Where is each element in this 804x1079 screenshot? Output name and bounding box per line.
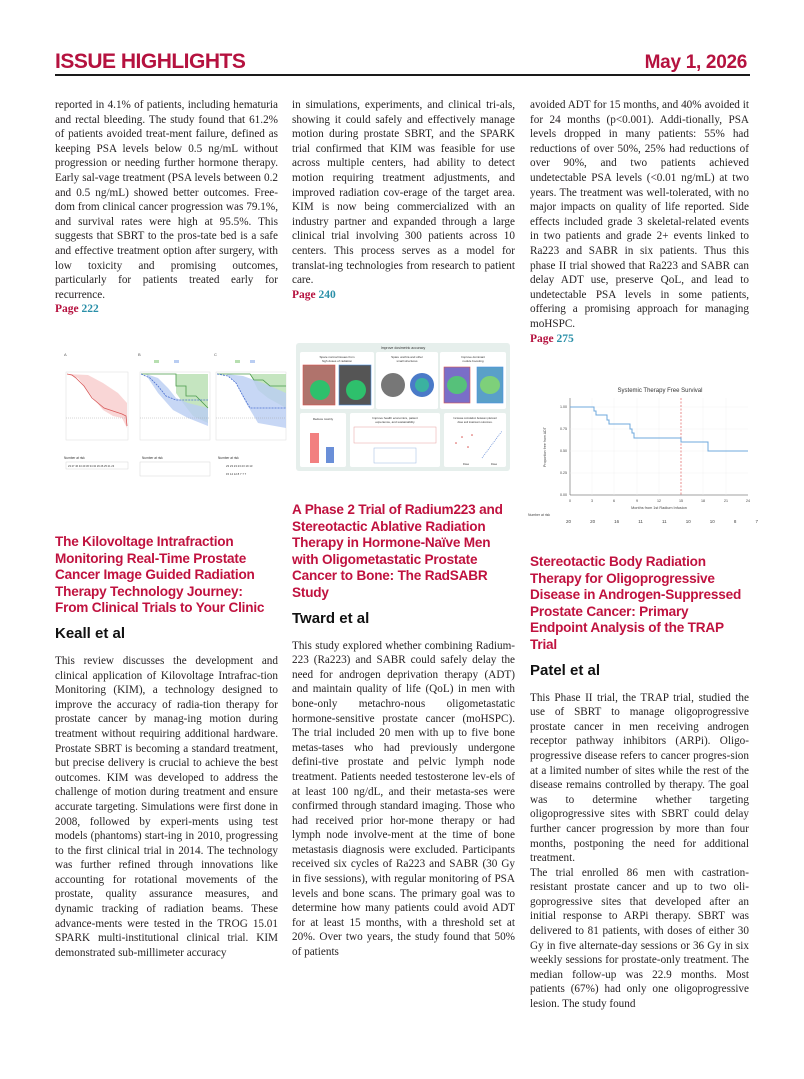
svg-text:12: 12: [657, 499, 661, 503]
svg-text:Increase correlation between p: Increase correlation between planned: [453, 417, 497, 420]
svg-text:15: 15: [679, 499, 683, 503]
article-title[interactable]: A Phase 2 Trial of Radium223 and Stereotactic Ablative Radiation Therapy in Hormone-Naïve Men with Oligometastatic Prostate Cancer to Bone: The RadSABR Study: [292, 502, 503, 600]
svg-text:23 27 46 43 40 36 34 32 29 26: 23 27 46 43 40 36 34 32 29 26 25 21 23: [68, 465, 115, 468]
svg-text:Spare normal tissues from: Spare normal tissues from: [319, 355, 355, 359]
svg-text:Dose: Dose: [490, 463, 498, 466]
page-label: Page: [530, 332, 554, 345]
column-3: [530, 98, 749, 346]
page-reference[interactable]: [530, 332, 749, 347]
risk-value: 10: [709, 519, 715, 524]
risk-value: 20: [590, 519, 596, 524]
svg-text:nodule boosting: nodule boosting: [462, 359, 484, 363]
svg-text:21: 21: [724, 499, 728, 503]
article-2: [292, 502, 515, 960]
column-2: [292, 98, 515, 302]
svg-text:Months from 1st Radium Infusio: Months from 1st Radium Infusion: [631, 506, 687, 510]
risk-value: 8: [733, 519, 737, 524]
svg-text:Number at risk: Number at risk: [218, 456, 239, 460]
infographic-graphic: [296, 343, 510, 471]
page-number[interactable]: 240: [318, 288, 336, 301]
article-author: Keall et al: [55, 624, 126, 642]
svg-text:9: 9: [636, 499, 638, 503]
continued-text: avoided ADT for 15 months, and 40% avoided it for 24 months (p<0.001). Addi-tionally, PSA levels dropped in many patients: 55% had reductions of over 50%, 25% had reductions of over 90%, and two patients achieved undetectable PSA levels (<0.01 ng/mL) at two years. The treatment was well-tolerated, with no major impacts on quality of life reported. Side effects included grade 3 skeletal-related events in two patients and grade 2+ events linked to Ra223 and SABR in six patients. Thus this phase II trial showed that Ra223 and SABR can delay ADT use, preserve QoL, and lead to undetectable PSA levels in some patients, offering a promising approach for managing moHSPC.: [530, 99, 749, 330]
header-rule: [55, 74, 750, 76]
svg-text:Improve dominant: Improve dominant: [460, 355, 486, 359]
column-1: [55, 98, 278, 317]
article-title[interactable]: The Kilovoltage Intrafraction Monitoring Real-Time Prostate Cancer Image Guided Radiation Therapy Technology Journey: From Clinical Trials to Your Clinic: [55, 534, 265, 616]
svg-text:Number at risk: Number at risk: [142, 456, 163, 460]
systemic-therapy-survival-chart: [528, 380, 758, 520]
svg-text:18: 18: [701, 499, 705, 503]
risk-value: 7: [755, 519, 758, 524]
svg-text:24: 24: [746, 499, 750, 503]
svg-text:0.75: 0.75: [560, 427, 567, 431]
article-1: [55, 534, 278, 960]
article-abstract: This study explored whether combining Radium-223 (Ra223) and SABR could safely delay the need for androgen deprivation therapy (ADT) and maintain quality of life (QoL) in men with bone-only metachro-nous oligometastatic hormone-sensitive prostate cancer (moHSPC). The trial included 20 men with up to five bone metas-tases who had previously undergone defini-tive prostate and pelvic lymph node treatment. Patients needed testosterone lev-els of at least 100 ng/dL, and their metasta-ses were confirmed through standard imaging. Those who had received prior hor-mone therapy or had lymph node involve-ment at the time of bone metastasis diagnosis were excluded. Participants received six cycles of Ra223 and SABR (30 Gy in five sessions), with regular monitoring of PSA levels and bone scans. The primary goal was to determine how many patients could avoid ADT for at least 15 months, with a threshold set at 20%. Over two years, the study found that 50% of patients: [292, 639, 515, 959]
number-at-risk-row: [566, 519, 758, 524]
svg-text:Number at risk: Number at risk: [528, 513, 551, 517]
survival-chart-graphic: [528, 380, 758, 520]
risk-value: 11: [661, 519, 667, 524]
continued-text: reported in 4.1% of patients, including hematuria and rectal bleeding. The study found that 61.2% of patients avoided treat-ment failure, defined as keeping PSA levels below 0.5 ng/mL without progression or needing further hormone therapy. Early sal-vage treatment (PSA levels between 0.2 and 0.5 ng/mL) showed better outcomes. Free-dom from clinical cancer progression was 79.1%, and survival rates were high at 95.5%. This suggests that SBRT to the pros-tate bed is a safe and effective treatment option after surgery, with low toxicity and promising outcomes, particularly for patients treated early for recurrence.: [55, 99, 278, 301]
svg-text:0.00: 0.00: [560, 493, 567, 497]
svg-text:Reduce toxicity: Reduce toxicity: [312, 417, 334, 421]
svg-text:small structures: small structures: [396, 359, 418, 363]
svg-text:1.00: 1.00: [560, 405, 567, 409]
page-reference[interactable]: [55, 302, 278, 317]
continued-text: in simulations, experiments, and clinical tri-als, showing it could safely and effectively manage motion during prostate SBRT, and the SPARK trial confirmed that KIM was feasible for use across multiple centers, had ability to detect motion requiring treatment adjustments, and improved radiation cov-erage of the target area. KIM is now being commercialized with an industry partner and expanded through a large clinical trial involving 300 patients across 10 centers. This process serves as a model for translat-ing technologies from research to patient care.: [292, 99, 515, 287]
svg-text:Spare urethra and other: Spare urethra and other: [391, 355, 423, 359]
svg-text:experience, and sustainability: experience, and sustainability: [375, 420, 415, 424]
svg-text:A: A: [64, 352, 67, 357]
svg-text:0: 0: [569, 499, 571, 503]
svg-text:dose and treatment outcomes.: dose and treatment outcomes.: [457, 421, 493, 424]
risk-value: 11: [638, 519, 643, 524]
svg-text:Improve dosimetric accuracy: Improve dosimetric accuracy: [380, 346, 426, 350]
page-reference[interactable]: [292, 288, 515, 303]
article-abstract: This review discusses the development and clinical application of Kilovoltage Intrafrac-tion Monitoring (KIM), a technology designed to improve the accuracy of radia-tion therapy for prostate cancer by manag-ing motion during treatment without requiring additional hardware. Prostate SBRT is becoming a standard treatment, but precise delivery is crucial to achieve the best outcomes. KIM was developed to address the challenge of motion during treatment and ensure accurate targeting. Simulations were first done in 2008, followed by experi-ments using test models (phantoms) start-ing in 2010, progressing to the first clinical trial in 2014. The technology was further refined through innovations like accounting for rotational movements of the prostate, quality assurance measures, and dynamic tracking of radiation beams. These advance-ments were tested in the TROG 15.01 SPARK multi-institutional clinical trial. KIM demonstrated sub-millimeter accuracy: [55, 654, 278, 959]
svg-text:0.50: 0.50: [560, 449, 567, 453]
svg-text:3: 3: [591, 499, 593, 503]
svg-text:Dose: Dose: [462, 463, 470, 466]
page-number[interactable]: 275: [556, 332, 574, 345]
svg-text:Improve health economics, pati: Improve health economics, patient: [372, 416, 418, 420]
svg-text:Proportion free from ADT: Proportion free from ADT: [543, 427, 547, 467]
header-title: ISSUE HIGHLIGHTS: [55, 50, 246, 73]
risk-value: 10: [685, 519, 691, 524]
svg-text:Number at risk: Number at risk: [64, 456, 85, 460]
svg-text:0.25: 0.25: [560, 471, 567, 475]
article-3: [530, 554, 749, 1012]
risk-value: 16: [614, 519, 620, 524]
svg-text:15 14 12 8 7 7 7: 15 14 12 8 7 7 7: [226, 472, 247, 476]
svg-text:B: B: [138, 352, 141, 357]
article-title[interactable]: Stereotactic Body Radiation Therapy for Oligoprogressive Disease in Androgen-Suppressed Prostate Cancer: Primary Endpoint Analysis of the TRAP Trial: [530, 554, 742, 652]
km-survival-figure: [58, 348, 290, 518]
svg-text:high doses of radiation: high doses of radiation: [321, 359, 353, 363]
chart-title: Systemic Therapy Free Survival: [617, 388, 703, 394]
header-date: May 1, 2026: [644, 52, 747, 73]
article-abstract-p2: The trial enrolled 86 men with castration-resistant prostate cancer and up to two oli-goprogressive sites that developed after an initial response to ARPi therapy. SBRT was delivered to 81 patients, with doses of either 30 Gy in five alternate-day sessions or 36 Gy in six weekly sessions for prostate-only treatment. The median follow-up was 22.9 months. Most patients (67%) had only one oligoprogressive lesion. The study found: [530, 866, 749, 1011]
svg-text:C: C: [214, 352, 217, 357]
page-number[interactable]: 222: [81, 303, 99, 316]
risk-value: 20: [566, 519, 572, 524]
km-curves-graphic: [58, 348, 290, 518]
page-label: Page: [55, 303, 79, 316]
svg-text:23 23 23 23 23 19 13: 23 23 23 23 23 19 13: [226, 464, 253, 468]
article-author: Patel et al: [530, 661, 601, 679]
article-abstract-p1: This Phase II trial, the TRAP trial, studied the use of SBRT to manage oligoprogressive prostate cancer in men receiving androgen receptor pathway inhibitors (ARPi). Oligo-progressive disease refers to cancer progres-sion at a limited number of sites while the rest of the disease remains controlled by therapy. The goal was to determine whether targeting oligoprogressive sites with SBRT could delay further cancer progression by more than four months, postponing the need for additional treatment.: [530, 691, 749, 865]
svg-text:6: 6: [613, 499, 615, 503]
article-author: Tward et al: [292, 609, 370, 627]
page-label: Page: [292, 288, 316, 301]
kim-benefits-infographic: [296, 343, 510, 471]
